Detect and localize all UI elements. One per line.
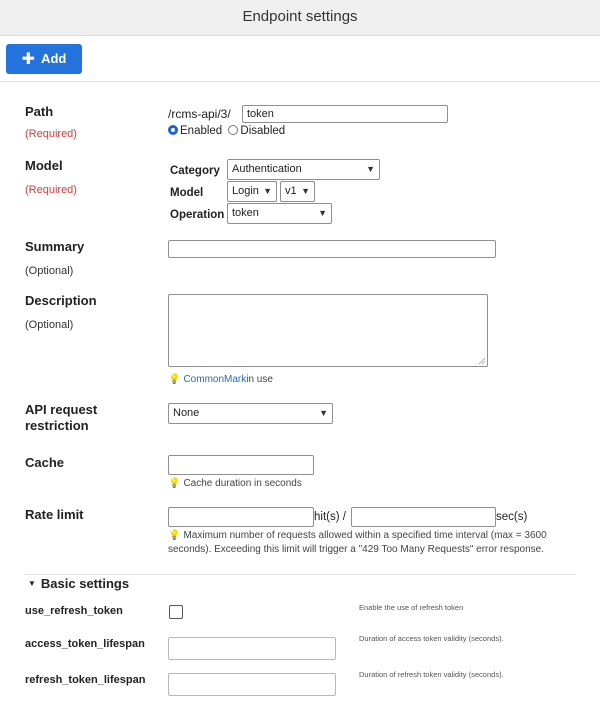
rate-limit-hint-line2: seconds). Exceeding this limit will trigger a "429 Too Many Requests" error response. [168,544,544,555]
add-button[interactable] [6,44,82,74]
description-hint-suffix: in use [246,374,273,385]
refresh-token-lifespan-description: Duration of refresh token validity (seconds). [359,670,504,679]
basic-settings-title: Basic settings [40,576,130,591]
enabled-radio[interactable] [168,125,222,137]
enabled-radio-label: Enabled [180,125,223,137]
path-prefix: /rcms-api/3/ [168,107,231,121]
rate-limit-hits-input[interactable] [168,507,314,527]
summary-input[interactable] [168,240,496,258]
window-title: Endpoint settings [0,0,600,36]
refresh-token-lifespan-key: refresh_token_lifespan [25,674,146,686]
use-refresh-token-key: use_refresh_token [25,605,123,617]
disabled-radio-dot [228,125,238,135]
api-restriction-label-line2: restriction [25,418,89,433]
lightbulb-icon: 💡 [168,478,181,489]
category-select-value: Authentication [232,163,302,175]
refresh-token-lifespan-input[interactable] [168,673,336,696]
chevron-down-icon: ▼ [318,208,327,218]
plus-icon: ✚ [21,51,36,68]
section-divider [25,574,576,575]
enabled-radio-dot [168,125,178,135]
summary-label: Summary [25,239,85,254]
path-input[interactable]: token [242,105,448,123]
access-token-lifespan-key: access_token_lifespan [25,638,145,650]
rate-limit-hint-line1: Maximum number of requests allowed within a specified time interval (max = 3600 [183,530,547,541]
chevron-down-icon: ▼ [301,186,310,196]
operation-select-value: token [232,207,259,219]
rate-limit-secs-unit: sec(s) [496,511,528,523]
toolbar [0,36,600,82]
cache-label: Cache [25,455,65,470]
model-required-note: (Required) [25,184,77,196]
path-label: Path [25,104,54,119]
cache-hint-text: Cache duration in seconds [183,478,302,489]
cache-input[interactable] [168,455,314,475]
disabled-radio[interactable] [228,125,285,137]
operation-label: Operation [170,209,225,221]
access-token-lifespan-input[interactable] [168,637,336,660]
api-restriction-select-value: None [173,407,200,419]
rate-limit-hint [168,529,578,557]
chevron-down-icon: ▼ [319,408,328,418]
version-select-value: v1 [285,185,297,197]
caret-down-icon: ▼ [28,579,36,588]
category-label: Category [170,165,220,177]
model-label: Model [25,158,63,173]
description-optional-note: (Optional) [25,319,74,331]
description-hint [168,373,273,387]
description-label: Description [25,293,97,308]
add-button-label: Add [41,51,67,66]
rate-limit-secs-input[interactable] [351,507,496,527]
operation-select[interactable] [227,203,332,224]
api-restriction-label-line1: API request [25,402,98,417]
chevron-down-icon: ▼ [366,164,375,174]
model-sub-label: Model [170,187,204,199]
lightbulb-icon: 💡 [168,374,181,385]
access-token-lifespan-description: Duration of access token validity (seconds). [359,634,504,643]
path-status-group [168,125,285,137]
basic-settings-toggle[interactable] [28,576,129,592]
model-select[interactable] [227,181,277,202]
use-refresh-token-checkbox[interactable] [169,605,183,619]
api-restriction-label [25,402,97,434]
disabled-radio-label: Disabled [240,125,286,137]
use-refresh-token-description: Enable the use of refresh token [359,603,464,612]
api-restriction-select[interactable] [168,403,333,424]
version-select[interactable] [280,181,315,202]
path-required-note: (Required) [25,128,77,140]
lightbulb-icon: 💡 [168,530,181,541]
rate-limit-hits-unit: hit(s) / [314,511,346,523]
model-select-value: Login [232,185,259,197]
rate-limit-label: Rate limit [25,507,84,522]
description-textarea[interactable] [168,294,488,367]
commonmark-link[interactable]: CommonMark [183,374,247,385]
resize-handle-icon[interactable] [478,357,486,365]
cache-hint [168,477,302,491]
category-select[interactable] [227,159,380,180]
chevron-down-icon: ▼ [263,186,272,196]
summary-optional-note: (Optional) [25,265,74,277]
